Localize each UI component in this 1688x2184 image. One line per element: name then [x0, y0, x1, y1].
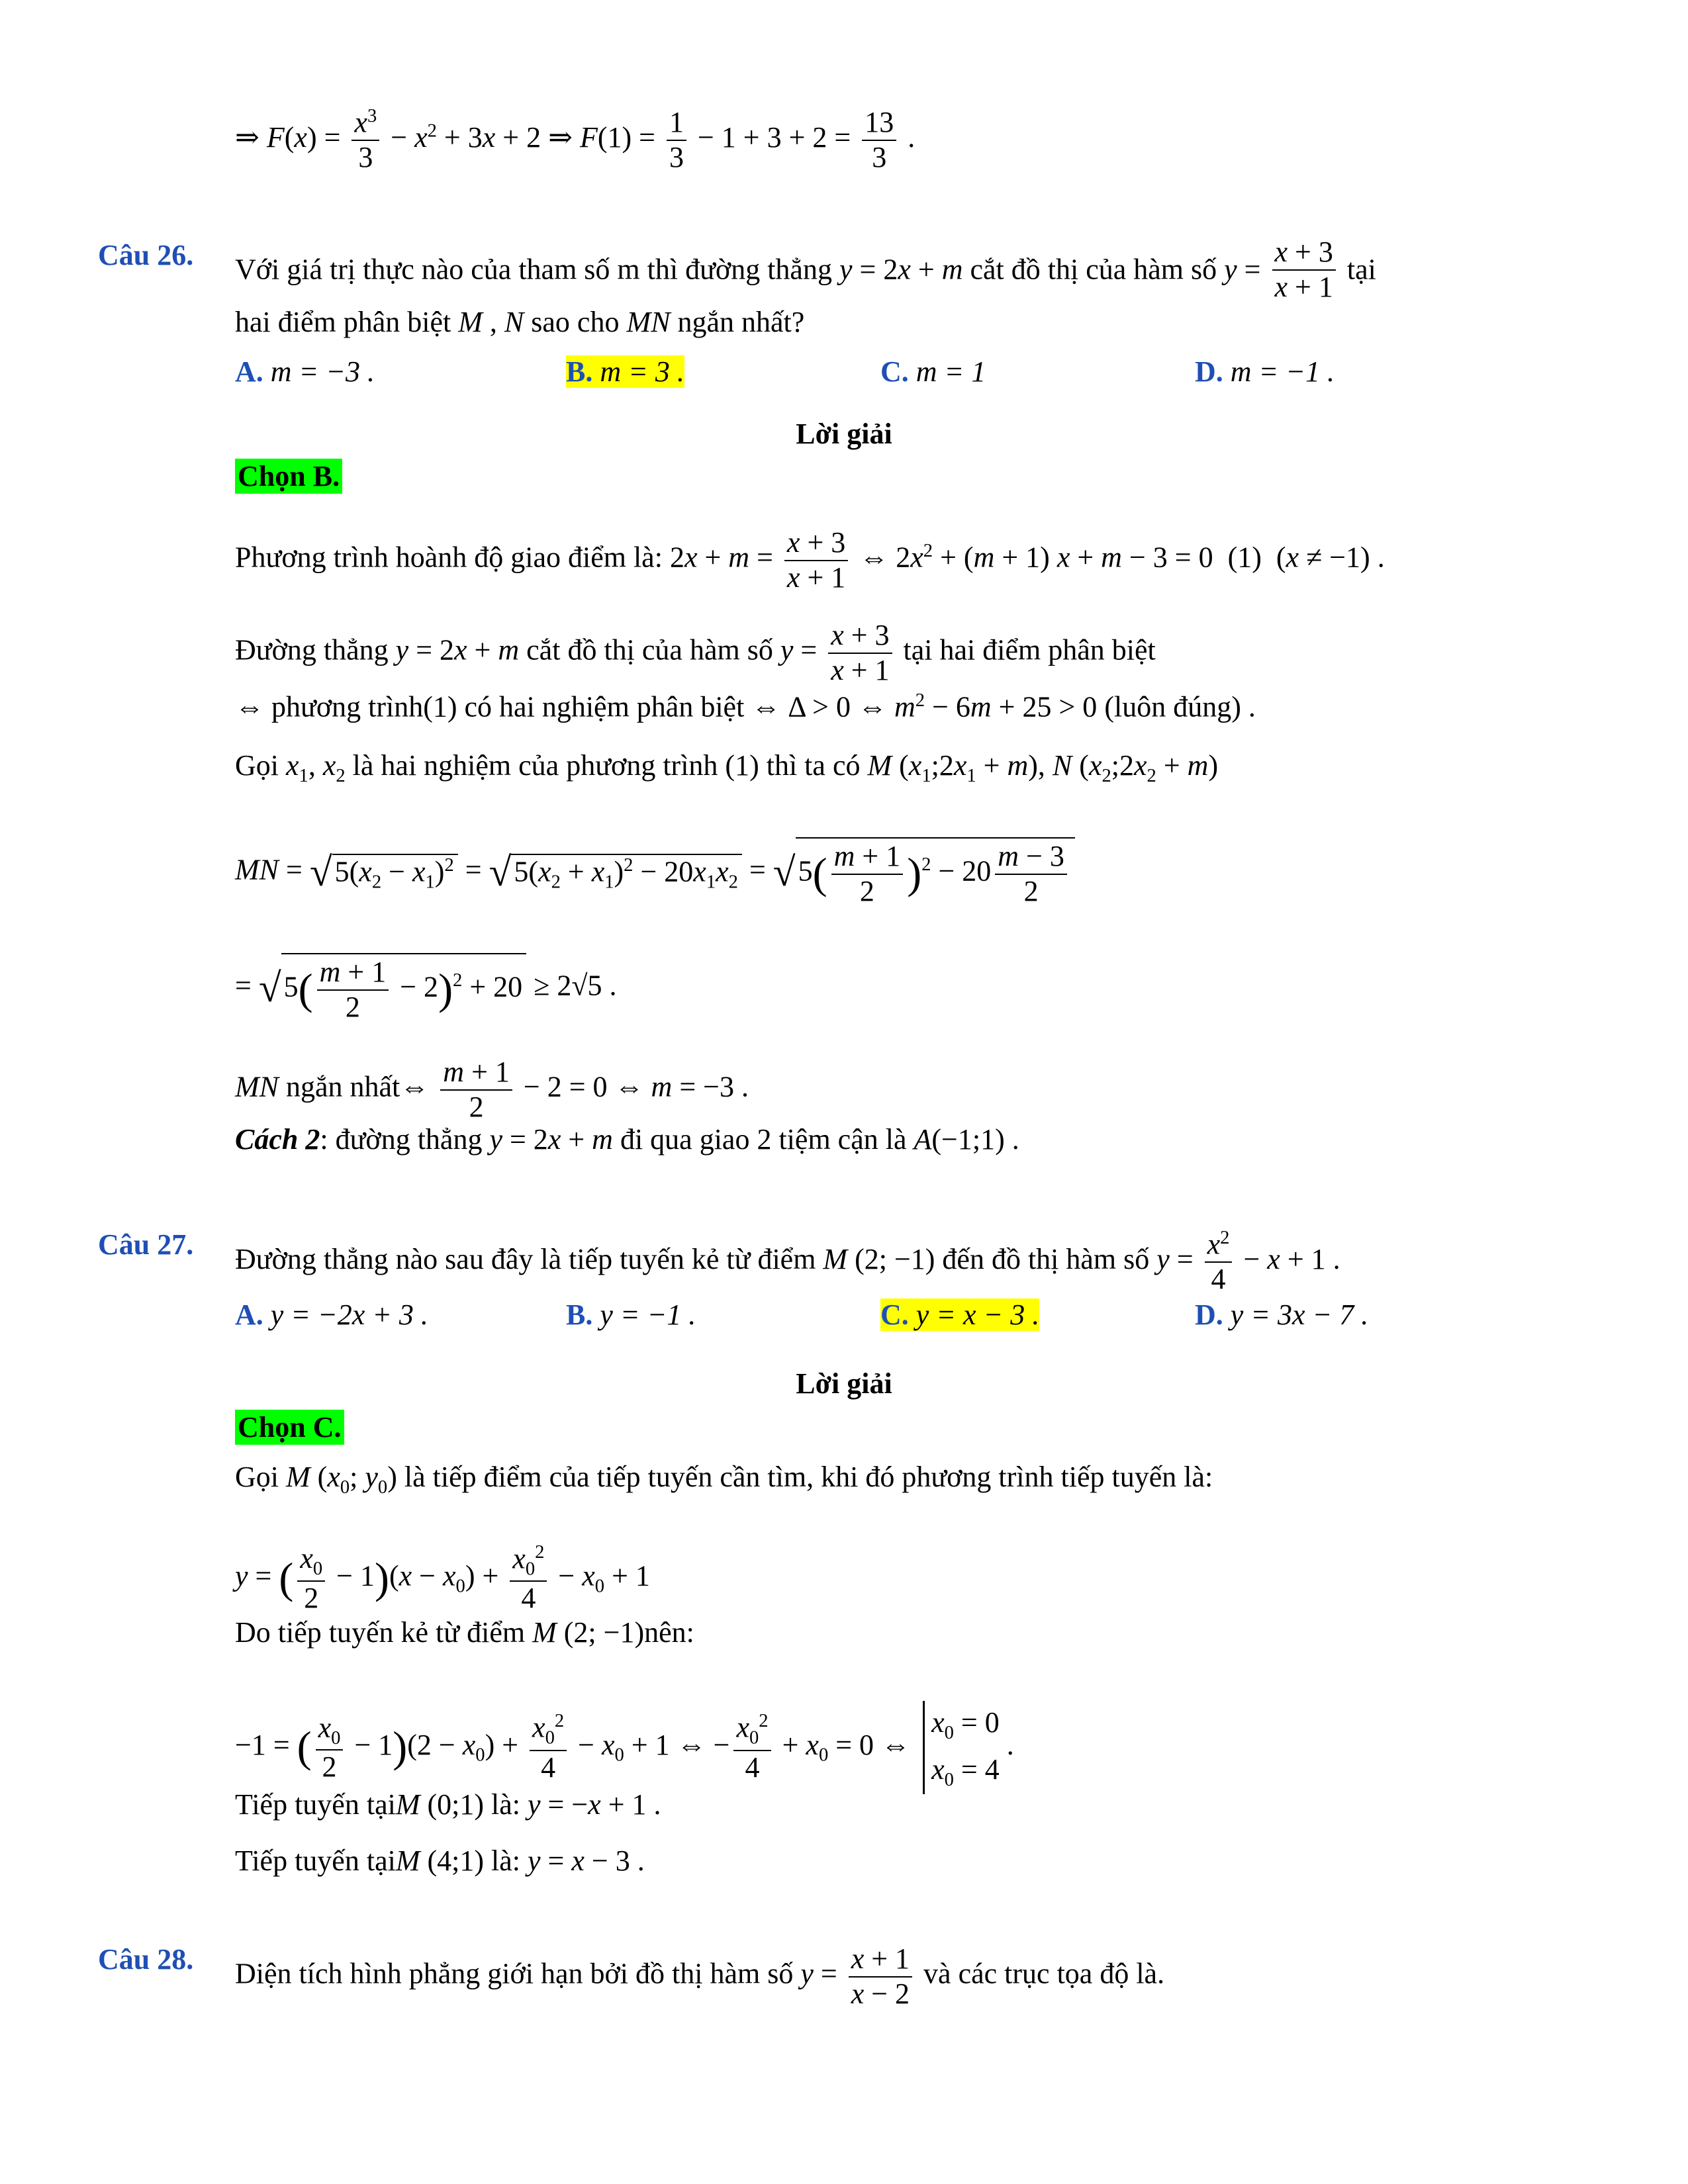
q26-line1-text: Phương trình hoành độ giao điểm là:: [235, 541, 663, 574]
option-value: y = −1 .: [600, 1298, 696, 1331]
q26-solution-line-6: = √5( $\frac{m + 1}{2}$ − 2)$^2$ + 20 ≥ 2√5 .: [235, 953, 616, 1024]
q26-text-b: cắt đồ thị của hàm số: [970, 253, 1217, 286]
option-letter: D.: [1195, 355, 1223, 388]
q26-cach2-label: Cách 2: [235, 1123, 320, 1156]
q27-solution-line-5: Tiếp tuyến tạiM (0;1) là: y = −x + 1 .: [235, 1788, 661, 1821]
q27-choice-badge: Chọn C.: [235, 1410, 344, 1445]
q26-line4c: thì ta có: [766, 749, 861, 782]
q27-line1b: là tiếp điểm của tiếp tuyến cần tìm, khi đó phương trình tiếp tuyến là:: [404, 1461, 1213, 1493]
q26-solution-line-7: MN ngắn nhất⇔ $\frac{m + 1}{2}$ − 2 = 0 ⇔ m = −3 .: [235, 1056, 749, 1123]
q26-line3a: ⇔ phương trình: [235, 690, 424, 723]
q27-option-b[interactable]: [566, 1300, 696, 1330]
option-letter: C.: [880, 355, 909, 388]
q26-solution-title: Lời giải: [796, 418, 892, 450]
q26-text-c: tại: [1346, 253, 1376, 286]
q27-text-a: Đường thẳng nào sau đây là tiếp tuyến kẻ từ điểm: [235, 1243, 816, 1276]
q26-cach2-text: : đường thẳng: [320, 1123, 483, 1156]
q26-text-a: Với giá trị thực nào của tham số m thì đường thẳng: [235, 253, 832, 286]
top-formula-line: ⇒ F(x) = $\frac{x^3}{3}$ − $x^2 + 3x + 2$ ⇒ F(1) = $\frac{1}{3}$ − 1 + 3 + 2 = $\frac{13}{3}$ .: [235, 106, 915, 174]
q27-text-b: đến đồ thị hàm số: [942, 1243, 1150, 1276]
question-27-text: Đường thẳng nào sau đây là tiếp tuyến kẻ từ điểm M (2; −1) đến đồ thị hàm số y = $\frac{x^2}{4}$ − x + 1 .: [235, 1228, 1340, 1296]
q27-line5a: Tiếp tuyến tại: [235, 1788, 396, 1821]
q26-choice: [235, 462, 342, 491]
q26-line2c: tại hai điểm phân biệt: [903, 633, 1156, 666]
q26-solution-line-3: ⇔ phương trình(1) có hai nghiệm phân biệt ⇔ Δ > 0 ⇔ $m^2 - 6m + 25 > 0$ (luôn đúng) .: [235, 690, 1256, 723]
q26-choice-badge: Chọn B.: [235, 459, 342, 494]
option-value: m = 3 .: [600, 355, 684, 388]
q27-option-a[interactable]: [235, 1300, 428, 1330]
q26-line4b: là hai nghiệm của phương trình: [352, 749, 718, 782]
question-27-label: Câu 27.: [98, 1228, 194, 1261]
q26-option-d[interactable]: [1195, 357, 1335, 387]
option-letter: B.: [566, 1298, 593, 1331]
q26-line3c: (luôn đúng) .: [1104, 690, 1256, 723]
option-letter: C.: [880, 1298, 909, 1331]
q28-text-b: và các trục tọa độ là.: [923, 1957, 1165, 1990]
option-value: y = −2x + 3 .: [270, 1298, 428, 1331]
question-28-label: Câu 28.: [98, 1943, 194, 1976]
q27-line5b: là:: [491, 1788, 520, 1821]
q26-line2a: Đường thẳng: [235, 633, 389, 666]
q26-text-f: ngắn nhất?: [677, 306, 805, 338]
question-26-text-2: hai điểm phân biệt M , N sao cho MN ngắn nhất?: [235, 306, 805, 338]
q27-line1a: Gọi: [235, 1461, 279, 1493]
q27-solution-line-3: Do tiếp tuyến kẻ từ điểm M (2; −1)nên:: [235, 1616, 694, 1649]
q27-line6b: là:: [491, 1844, 520, 1877]
q26-option-b[interactable]: [566, 357, 684, 387]
q27-option-d[interactable]: [1195, 1300, 1368, 1330]
option-letter: A.: [235, 355, 263, 388]
q26-cach2-line: Cách 2: đường thẳng y = 2x + m đi qua giao 2 tiệm cận là A(−1;1) .: [235, 1123, 1019, 1156]
q26-text-d: hai điểm phân biệt: [235, 306, 451, 338]
q27-solution-title: Lời giải: [796, 1367, 892, 1400]
question-26-label: Câu 26.: [98, 239, 194, 271]
option-letter: D.: [1195, 1298, 1223, 1331]
q26-solution-line-4: Gọi $x_1$, $x_2$ là hai nghiệm của phương trình (1) thì ta có M $(x_1;2x_1 + m)$, N $(x_2;2x_2 + m)$: [235, 749, 1219, 786]
q26-option-c[interactable]: [880, 357, 986, 387]
q27-line3b: nên:: [644, 1616, 694, 1649]
q26-text-e: sao cho: [531, 306, 620, 338]
q26-line4a: Gọi: [235, 749, 279, 782]
q26-solution-line-1: Phương trình hoành độ giao điểm là: 2x + m = $\frac{x + 3}{x + 1}$ ⇔ $2x^2 + (m + 1) x + m - 3 = 0$ (1) (x ≠ −1) .: [235, 526, 1385, 594]
q27-solution-line-2: y = ( $\frac{x_0}{2}$ − $1)(x - x_0)$ + $\frac{x_0^2}{4}$ − $x_0 + 1$: [235, 1542, 650, 1615]
q28-text-a: Diện tích hình phẳng giới hạn bởi đồ thị hàm số: [235, 1957, 794, 1990]
q26-solution-line-2: Đường thẳng y = 2x + m cắt đồ thị của hàm số y = $\frac{x + 3}{x + 1}$ tại hai điểm phân biệt: [235, 619, 1156, 686]
option-value: m = 1: [915, 355, 986, 388]
q27-solution-line-1: Gọi M ($x_0$; $y_0$) là tiếp điểm của tiếp tuyến cần tìm, khi đó phương trình tiếp tuyến là:: [235, 1461, 1213, 1498]
q26-line2b: cắt đồ thị của hàm số: [526, 633, 773, 666]
option-value: y = x − 3 .: [915, 1298, 1040, 1331]
option-value: y = 3x − 7 .: [1230, 1298, 1369, 1331]
q26-option-a[interactable]: [235, 357, 375, 387]
option-value: m = −3 .: [270, 355, 375, 388]
option-letter: B.: [566, 355, 593, 388]
option-value: m = −1 .: [1230, 355, 1335, 388]
q27-solution-line-4: −1 = ( $\frac{x_0}{2}$ − $1)(2 - x_0)$ + $\frac{x_0^2}{4}$ − $x_0 + 1$ ⇔ − $\frac{x_0^2}{4}$ + $x_0 = 0$ ⇔ $x_0 = 0$ $x_0 = 4$ .: [235, 1701, 1014, 1794]
q27-solution-line-6: Tiếp tuyến tạiM (4;1) là: y = x − 3 .: [235, 1844, 645, 1877]
option-letter: A.: [235, 1298, 263, 1331]
q27-line3a: Do tiếp tuyến kẻ từ điểm: [235, 1616, 526, 1649]
q27-choice: [235, 1413, 344, 1442]
q26-solution-line-5: MN = $√5(x_2 - x_1)^2 = √5(x_2 + x_1)^2 - 20x_1x_2 = √5$( $\frac{m + 1}{2}$ )$^2$ − 20 $\frac{m - 3}{2}$: [235, 837, 1075, 908]
q26-cach2-text2: đi qua giao 2 tiệm cận là: [620, 1123, 907, 1156]
question-28-text: Diện tích hình phẳng giới hạn bởi đồ thị hàm số y = $\frac{x + 1}{x - 2}$ và các trục tọa độ là.: [235, 1942, 1165, 2010]
q27-option-c[interactable]: [880, 1300, 1039, 1330]
q26-line3b: có hai nghiệm phân biệt ⇔ Δ > 0 ⇔: [464, 690, 887, 723]
question-26-text: Với giá trị thực nào của tham số m thì đường thẳng y = 2x + m cắt đồ thị của hàm số y = $\frac{x + 3}{x + 1}$ tại: [235, 236, 1376, 303]
q27-line6a: Tiếp tuyến tại: [235, 1844, 396, 1877]
q26-line7a: ngắn nhất: [286, 1070, 400, 1103]
